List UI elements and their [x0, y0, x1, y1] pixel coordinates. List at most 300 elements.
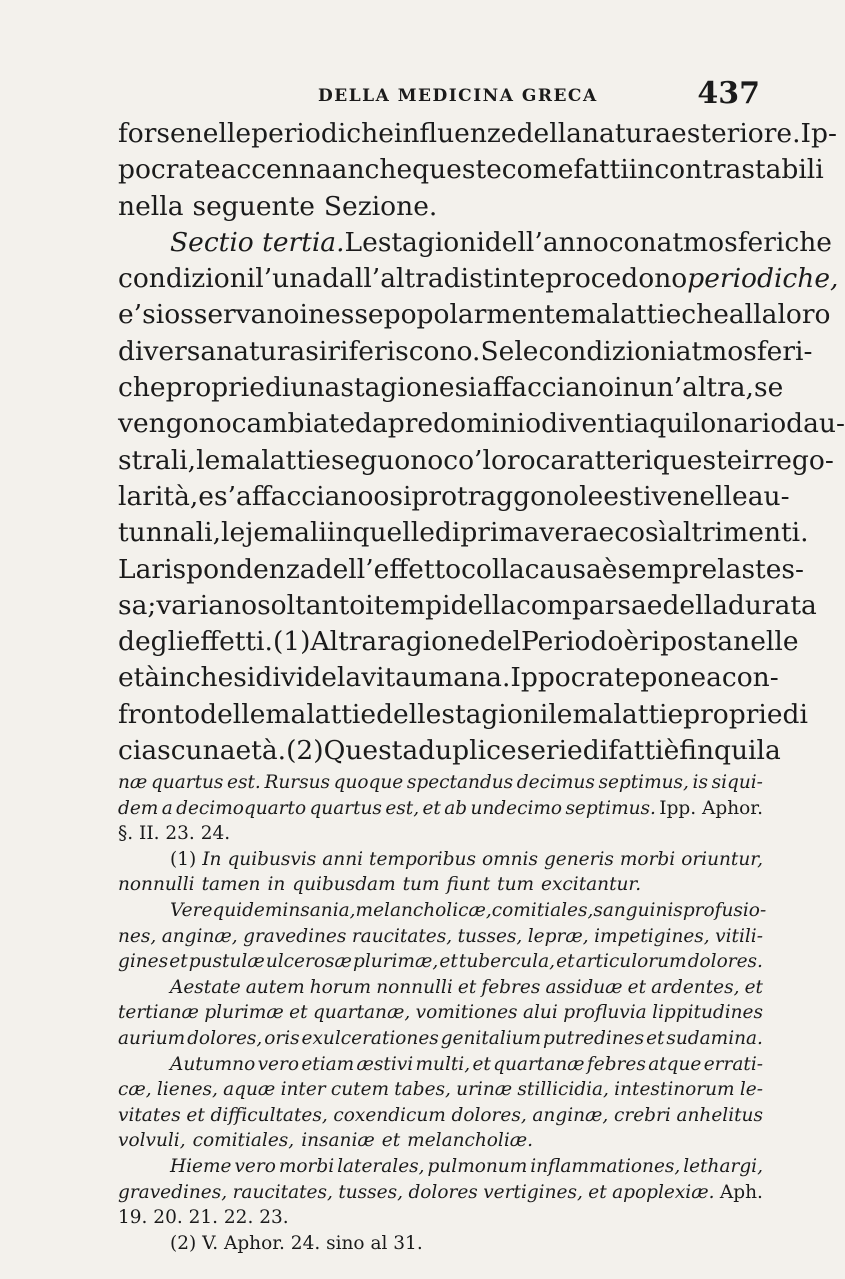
footnote-line: [118, 796, 763, 822]
word: temporibus: [369, 848, 476, 870]
word: tempi: [373, 589, 451, 621]
word: volvuli,: [118, 1130, 186, 1152]
word: quartanæ: [493, 1053, 585, 1075]
footnote-line: [118, 821, 763, 847]
word: genitalium: [440, 1027, 542, 1049]
word: morbi: [278, 1155, 335, 1177]
word: della: [662, 589, 728, 621]
footnote-line: [118, 1052, 763, 1078]
word: tamen: [201, 874, 261, 896]
word: impetigines,: [594, 925, 710, 947]
footnote-line: [118, 872, 763, 898]
word: anhelitus: [676, 1104, 763, 1126]
word: lienes,: [156, 1079, 218, 1101]
word: nes,: [118, 925, 157, 947]
word: (1): [170, 848, 197, 870]
word: umana.: [411, 662, 511, 694]
word: del: [479, 626, 521, 658]
text-line: [118, 443, 834, 479]
word: stagioni: [377, 226, 485, 258]
word: vero: [257, 1053, 299, 1075]
footnote-line: [118, 949, 763, 975]
word: si: [454, 372, 477, 404]
word: età: [118, 662, 161, 694]
word: et: [472, 1053, 491, 1075]
word: affacciano: [476, 372, 615, 404]
footnote-line: [118, 1231, 763, 1257]
word: In: [202, 848, 222, 870]
word: in: [299, 299, 326, 331]
word: anni: [322, 848, 364, 870]
word: un’: [639, 372, 683, 404]
word: oris: [264, 1027, 300, 1049]
word: stagioni: [441, 698, 549, 730]
word: della: [516, 118, 582, 149]
word: stagione: [340, 372, 455, 404]
word: Le: [344, 226, 378, 258]
footnote-line: [118, 1026, 763, 1052]
word: vertigines,: [483, 1181, 583, 1203]
word: malattie: [572, 698, 684, 730]
word: ardentes,: [651, 976, 740, 998]
word: la: [336, 662, 362, 694]
text-line: [118, 624, 799, 660]
word: intestinorum: [614, 1079, 735, 1101]
word: strali,: [118, 444, 197, 476]
word: primavera: [460, 517, 599, 549]
word: febres: [481, 976, 541, 998]
word: quartanæ,: [312, 1002, 411, 1024]
word: le: [548, 698, 573, 730]
word: proprie: [683, 698, 783, 730]
word: queste: [652, 444, 743, 476]
word: septimus.: [565, 797, 656, 819]
word: au-: [803, 408, 845, 440]
word: est.: [227, 772, 261, 793]
word: generis: [543, 848, 614, 870]
word: da: [355, 408, 388, 440]
word: et: [646, 1027, 665, 1049]
word: inflammationes,: [530, 1155, 681, 1177]
word: coxendicum: [333, 1104, 446, 1126]
word: una: [272, 263, 323, 295]
word: aurium: [118, 1027, 186, 1049]
word: quartus: [150, 772, 224, 793]
word: undecimo: [470, 797, 563, 819]
word: errati-: [703, 1053, 763, 1075]
word: caratteri: [535, 444, 653, 476]
word: comparsa: [516, 589, 647, 621]
word: aquilonari: [633, 408, 771, 440]
word: che: [185, 662, 234, 694]
word: osservano: [164, 299, 300, 331]
footnote-line: [118, 898, 767, 924]
word: sempre: [617, 553, 718, 585]
word: et: [289, 1002, 308, 1024]
word: tusses,: [457, 925, 523, 947]
word: tum: [497, 874, 535, 896]
word: dall’: [322, 263, 381, 295]
word: e: [598, 517, 615, 549]
text-line: [118, 660, 779, 696]
word: degli: [118, 626, 185, 658]
word: ab: [444, 797, 468, 819]
word: et: [439, 951, 458, 973]
word: i: [365, 589, 374, 621]
word: altra,: [682, 372, 754, 404]
word: dem: [118, 797, 159, 819]
word: anginæ,: [532, 1104, 609, 1126]
word: Questa: [323, 735, 419, 767]
text-line: [118, 733, 781, 769]
word: in: [614, 372, 640, 404]
word: autem: [245, 976, 305, 998]
word: omnis: [481, 848, 538, 870]
word: nella: [118, 190, 184, 222]
word: tubercula,: [458, 951, 556, 973]
word: (1): [272, 626, 311, 658]
word: le: [196, 444, 221, 476]
word: le-: [739, 1079, 763, 1101]
word: affacciano: [236, 480, 374, 512]
word: seguono: [330, 444, 444, 476]
word: et: [627, 976, 647, 998]
word: forse: [118, 118, 186, 149]
word: spectandus: [406, 772, 514, 793]
word: Vere: [170, 899, 213, 921]
word: Aestate: [170, 976, 241, 998]
word: delle: [376, 698, 442, 730]
word: l’: [255, 263, 273, 295]
word: venti: [566, 408, 634, 440]
word: loro: [482, 444, 536, 476]
word: con: [608, 226, 657, 258]
text-line: [118, 515, 809, 551]
word: Altra: [310, 626, 378, 658]
word: comitiales,: [192, 1130, 295, 1152]
word: plurimæ,: [353, 951, 439, 973]
word: causa: [524, 553, 602, 585]
footnote-line: [118, 1205, 763, 1231]
word: quibusvis: [227, 848, 317, 870]
word: excitantur.: [541, 874, 642, 896]
word: soltanto: [257, 589, 366, 621]
word: aquæ: [223, 1079, 276, 1101]
word: della: [450, 589, 517, 621]
word: quartus: [309, 797, 382, 819]
text-line: [118, 697, 808, 733]
word: natura: [581, 118, 672, 149]
word: decimus: [516, 772, 595, 793]
word: lepræ,: [527, 925, 589, 947]
word: pulmonum: [427, 1155, 528, 1177]
word: s’: [213, 480, 237, 512]
word: au-: [747, 480, 790, 512]
word: comitiales,: [491, 899, 594, 921]
word: distinte: [443, 263, 546, 295]
word: et: [556, 951, 575, 973]
word: durata: [727, 589, 817, 621]
word: atmosferiche: [656, 226, 832, 258]
word: siqui-: [711, 772, 763, 793]
word: atmosferi-: [675, 335, 813, 367]
word: altrimenti.: [667, 517, 809, 549]
page-number: 437: [697, 76, 760, 111]
word: che: [118, 372, 166, 404]
word: la: [717, 553, 742, 585]
word: seguente: [192, 190, 315, 222]
word: et: [169, 951, 188, 973]
word: Ipp. Aphor.: [659, 797, 763, 819]
word: melancholicæ,: [355, 899, 492, 921]
text-line: [118, 225, 832, 261]
word: altra: [380, 263, 444, 295]
word: anche: [331, 154, 413, 186]
word: fiunt: [446, 874, 491, 896]
word: quelle: [352, 517, 435, 549]
footnote-line: [118, 924, 763, 950]
word: vita: [361, 662, 412, 694]
word: larità,: [118, 480, 199, 512]
word: tusses,: [338, 1181, 403, 1203]
word: tunnali,: [118, 517, 222, 549]
text-line: [118, 261, 839, 297]
word: si: [142, 299, 165, 331]
word: proprie: [165, 372, 265, 404]
word: febres: [586, 1053, 646, 1075]
word: cambiate: [231, 408, 356, 440]
word: est,: [385, 797, 420, 819]
word: sa;: [118, 589, 157, 621]
word: stes-: [741, 553, 804, 585]
word: diversa: [118, 335, 217, 367]
word: Sectio tertia.: [170, 226, 345, 258]
text-line: [118, 334, 813, 370]
word: di: [434, 517, 461, 549]
word: tabes,: [394, 1079, 451, 1101]
word: anno: [542, 226, 609, 258]
word: assiduæ: [545, 976, 623, 998]
word: incontrastabili: [628, 154, 824, 186]
word: di: [264, 372, 291, 404]
text-line: [118, 588, 817, 624]
word: co’: [443, 444, 483, 476]
word: le: [579, 480, 604, 512]
word: duplice: [418, 735, 517, 767]
word: §. II. 23. 24.: [118, 823, 231, 845]
word: irrego-: [742, 444, 834, 476]
word: nonnulli: [376, 976, 453, 998]
word: e: [646, 589, 663, 621]
word: pocrate: [118, 154, 221, 186]
word: e: [198, 480, 214, 512]
word: putredines: [543, 1027, 645, 1049]
word: malattie: [265, 698, 377, 730]
word: ragione: [377, 626, 480, 658]
footnote-line: [118, 1077, 763, 1103]
word: apoplexiæ.: [612, 1181, 715, 1203]
word: jemali: [245, 517, 327, 549]
word: oriuntur,: [681, 848, 763, 870]
word: in: [267, 874, 286, 896]
word: a: [706, 662, 722, 694]
word: dolores.: [687, 951, 763, 973]
word: divide: [255, 662, 337, 694]
word: od: [770, 408, 804, 440]
word: tum: [402, 874, 440, 896]
word: vomitiones: [415, 1002, 518, 1024]
footnote-line: [118, 1154, 763, 1180]
word: inter: [280, 1079, 326, 1101]
word: si: [233, 662, 256, 694]
page-header: [120, 76, 760, 116]
word: exulcerationes: [301, 1027, 439, 1049]
word: alui: [522, 1002, 558, 1024]
word: ciascuna: [118, 735, 236, 767]
word: esse: [325, 299, 384, 331]
footnote-line: [118, 1128, 763, 1154]
word: Ippocrate: [510, 662, 641, 694]
word: crebri: [614, 1104, 671, 1126]
word: quoque: [333, 772, 404, 793]
word: horum: [309, 976, 372, 998]
running-head: DELLA MEDICINA GRECA: [318, 86, 598, 106]
word: Aph.: [719, 1181, 763, 1203]
word: Rursus: [264, 772, 331, 793]
word: vero: [234, 1155, 276, 1177]
word: pone: [640, 662, 707, 694]
word: septimus,: [598, 772, 689, 793]
word: 19. 20. 21. 22. 23.: [118, 1207, 289, 1229]
word: accenna: [220, 154, 332, 186]
word: malattie: [220, 444, 331, 476]
word: è: [601, 553, 618, 585]
word: a: [161, 797, 173, 819]
word: effetto: [373, 553, 462, 585]
word: morbi: [619, 848, 676, 870]
text-line: [118, 189, 763, 225]
word: dell’: [484, 226, 543, 258]
word: colla: [461, 553, 525, 585]
word: Autumno: [170, 1053, 256, 1075]
word: popolarmente: [383, 299, 571, 331]
word: fatti: [608, 735, 664, 767]
word: plurimæ: [204, 1002, 284, 1024]
word: e’: [118, 299, 143, 331]
word: multi,: [415, 1053, 471, 1075]
word: le: [514, 335, 539, 367]
word: lippitudines: [652, 1002, 763, 1024]
text-line: [118, 152, 824, 188]
word: atque: [648, 1053, 702, 1075]
word: raucitates,: [232, 1181, 333, 1203]
word: et: [422, 797, 441, 819]
word: anginæ,: [161, 925, 238, 947]
word: et: [588, 1181, 607, 1203]
word: è: [663, 735, 680, 767]
word: Hieme: [170, 1155, 232, 1177]
word: come: [501, 154, 574, 186]
word: et: [744, 976, 763, 998]
word: di: [782, 698, 808, 730]
word: gines: [118, 951, 169, 973]
word: La: [118, 553, 152, 585]
word: et: [186, 1104, 205, 1126]
word: gravedines,: [118, 1181, 228, 1203]
word: con-: [721, 662, 779, 694]
footnote-line: [118, 847, 763, 873]
word: stillicidia,: [517, 1079, 609, 1101]
word: così: [614, 517, 668, 549]
word: periodiche: [251, 118, 394, 149]
word: dolores,: [451, 1104, 527, 1126]
word: Sezione.: [323, 190, 438, 222]
word: nonnulli: [118, 874, 195, 896]
word: rispondenza: [151, 553, 316, 585]
word: Se: [480, 335, 515, 367]
word: età.: [235, 735, 287, 767]
word: se: [753, 372, 784, 404]
main-text: [118, 116, 845, 769]
word: vengono: [118, 408, 232, 440]
word: condizioni: [538, 335, 676, 367]
word: variano: [156, 589, 258, 621]
word: fronto: [118, 698, 201, 730]
word: alla: [728, 299, 778, 331]
word: insania,: [282, 899, 356, 921]
word: riferiscono.: [327, 335, 481, 367]
word: nelle: [682, 480, 748, 512]
word: lethargi,: [683, 1155, 763, 1177]
word: qui: [714, 735, 757, 767]
word: effetti.: [184, 626, 273, 658]
word: sanguinis: [593, 899, 683, 921]
text-line: [118, 479, 790, 515]
word: estive: [603, 480, 683, 512]
word: difficultates,: [210, 1104, 328, 1126]
word: etiam: [301, 1053, 355, 1075]
footnotes: [118, 770, 767, 1256]
word: natura: [216, 335, 306, 367]
word: riposta: [639, 626, 734, 658]
word: pustulæ: [188, 951, 265, 973]
footnote-line: [118, 975, 763, 1001]
word: dolores,: [187, 1027, 263, 1049]
word: tertianæ: [118, 1002, 199, 1024]
word: nelle: [733, 626, 799, 658]
word: protraggono: [411, 480, 580, 512]
word: fatti: [573, 154, 629, 186]
word: cæ,: [118, 1079, 152, 1101]
word: sudamina.: [666, 1027, 763, 1049]
word: predominio: [387, 408, 542, 440]
word: melancholiæ.: [407, 1130, 534, 1152]
word: raucitates,: [351, 925, 453, 947]
word: condizioni: [118, 263, 256, 295]
word: urinæ: [456, 1079, 513, 1101]
word: profluvia: [563, 1002, 647, 1024]
word: næ: [118, 772, 148, 793]
word: in: [160, 662, 186, 694]
word: procedono: [545, 263, 688, 295]
word: articulorum: [575, 951, 687, 973]
word: di: [541, 408, 567, 440]
word: vitili-: [715, 925, 763, 947]
word: esteriore.: [671, 118, 801, 149]
word: (2): [286, 735, 324, 767]
word: cutem: [330, 1079, 390, 1101]
word: queste: [412, 154, 502, 186]
